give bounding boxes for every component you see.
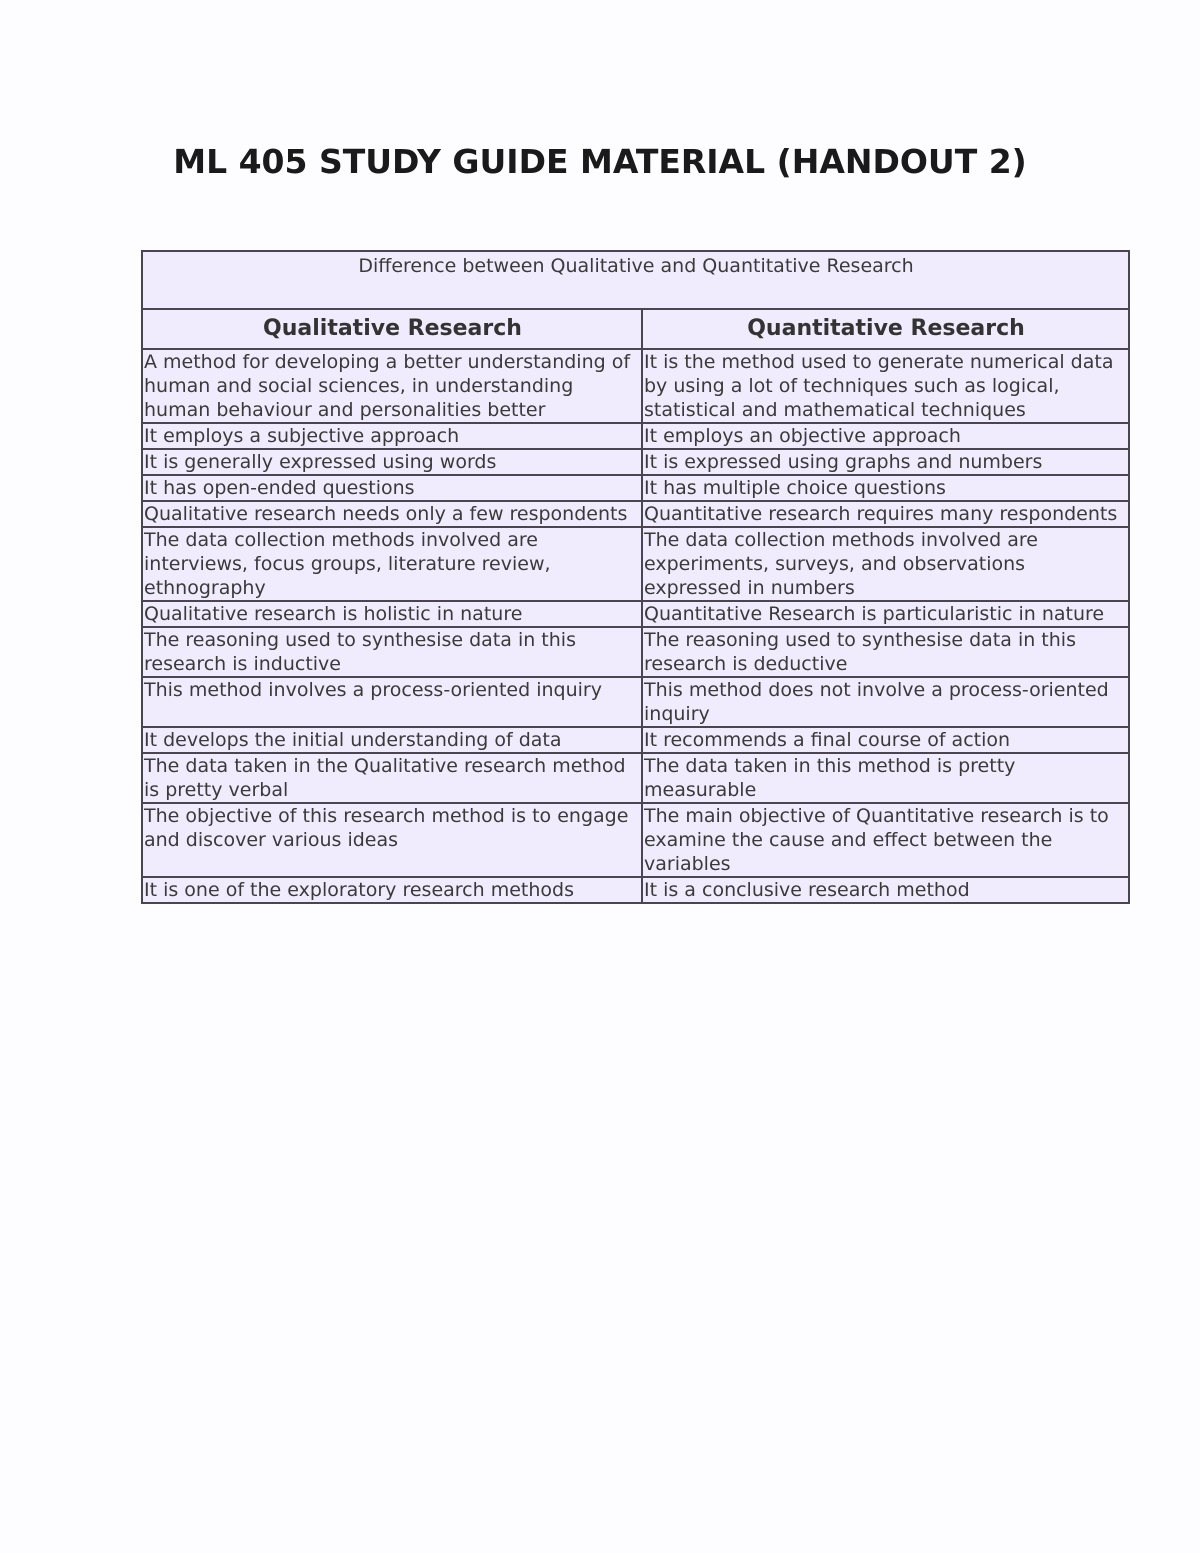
page-title: ML 405 STUDY GUIDE MATERIAL (HANDOUT 2) [173, 142, 1027, 181]
table-row [142, 803, 1129, 877]
qualitative-cell: The reasoning used to synthesise data in this research is inductive [142, 627, 642, 677]
table-body [142, 251, 1129, 903]
qualitative-cell: It is generally expressed using words [142, 449, 642, 475]
table-caption: Difference between Qualitative and Quantitative Research [142, 251, 1129, 309]
qualitative-cell: The objective of this research method is to engage and discover various ideas [142, 803, 642, 877]
table-row [142, 877, 1129, 903]
quantitative-cell: It recommends a final course of action [642, 727, 1129, 753]
table-row [142, 349, 1129, 423]
qualitative-cell: A method for developing a better understanding of human and social sciences, in understanding human behaviour and personalities better [142, 349, 642, 423]
table-header-row [142, 309, 1129, 349]
table-row [142, 475, 1129, 501]
column-header-quantitative: Quantitative Research [642, 309, 1129, 349]
table-row [142, 601, 1129, 627]
quantitative-cell: It has multiple choice questions [642, 475, 1129, 501]
quantitative-cell: The reasoning used to synthesise data in this research is deductive [642, 627, 1129, 677]
qualitative-cell: It has open-ended questions [142, 475, 642, 501]
table-caption-row [142, 251, 1129, 309]
quantitative-cell: Quantitative Research is particularistic in nature [642, 601, 1129, 627]
qualitative-cell: Qualitative research is holistic in nature [142, 601, 642, 627]
table-row [142, 677, 1129, 727]
qualitative-cell: The data taken in the Qualitative research method is pretty verbal [142, 753, 642, 803]
quantitative-cell: It is the method used to generate numerical data by using a lot of techniques such as logical, statistical and mathematical techniques [642, 349, 1129, 423]
table-row [142, 627, 1129, 677]
quantitative-cell: It is a conclusive research method [642, 877, 1129, 903]
qualitative-cell: It employs a subjective approach [142, 423, 642, 449]
quantitative-cell: Quantitative research requires many respondents [642, 501, 1129, 527]
table-row [142, 501, 1129, 527]
quantitative-cell: The main objective of Quantitative research is to examine the cause and effect between the variables [642, 803, 1129, 877]
qualitative-cell: It is one of the exploratory research methods [142, 877, 642, 903]
comparison-table [141, 250, 1130, 904]
quantitative-cell: The data collection methods involved are experiments, surveys, and observations expressed in numbers [642, 527, 1129, 601]
quantitative-cell: It is expressed using graphs and numbers [642, 449, 1129, 475]
qualitative-cell: It develops the initial understanding of data [142, 727, 642, 753]
quantitative-cell: It employs an objective approach [642, 423, 1129, 449]
table-row [142, 423, 1129, 449]
table-row [142, 449, 1129, 475]
qualitative-cell: Qualitative research needs only a few respondents [142, 501, 642, 527]
column-header-qualitative: Qualitative Research [142, 309, 642, 349]
quantitative-cell: The data taken in this method is pretty measurable [642, 753, 1129, 803]
table-row [142, 727, 1129, 753]
qualitative-cell: The data collection methods involved are interviews, focus groups, literature review, ethnography [142, 527, 642, 601]
quantitative-cell: This method does not involve a process-oriented inquiry [642, 677, 1129, 727]
qualitative-cell: This method involves a process-oriented inquiry [142, 677, 642, 727]
table-row [142, 753, 1129, 803]
table-row [142, 527, 1129, 601]
